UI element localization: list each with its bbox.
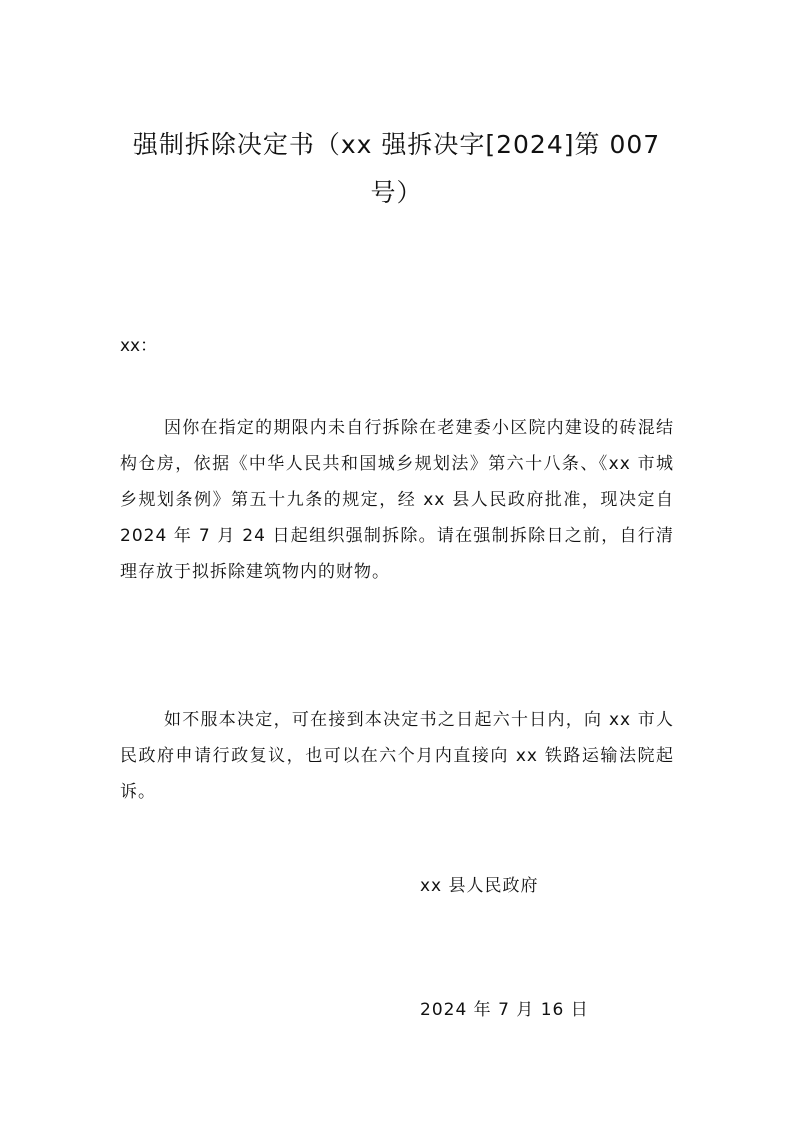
addressee: xx：	[120, 336, 158, 356]
issuing-authority: xx 县人民政府	[420, 876, 539, 896]
document-title: 强制拆除决定书（xx 强拆决字[2024]第 007 号）	[132, 130, 661, 207]
body-paragraph-appeal: 如不服本决定，可在接到本决定书之日起六十日内，向 xx 市人民政府申请行政复议，也可以在六个月内直接向 xx 铁路运输法院起诉。	[120, 710, 674, 802]
body-paragraph-decision: 因你在指定的期限内未自行拆除在老建委小区院内建设的砖混结构仓房，依据《中华人民共和国城乡规划法》第六十八条、《xx 市城乡规划条例》第五十九条的规定，经 xx 县人民政府批准，现决定自 2024 年 7 月 24 日起组织强制拆除。请在强制拆除日之前，自行清理存放于拟拆除建筑物内的财物。	[120, 418, 674, 582]
issue-date: 2024 年 7 月 16 日	[420, 1000, 589, 1020]
